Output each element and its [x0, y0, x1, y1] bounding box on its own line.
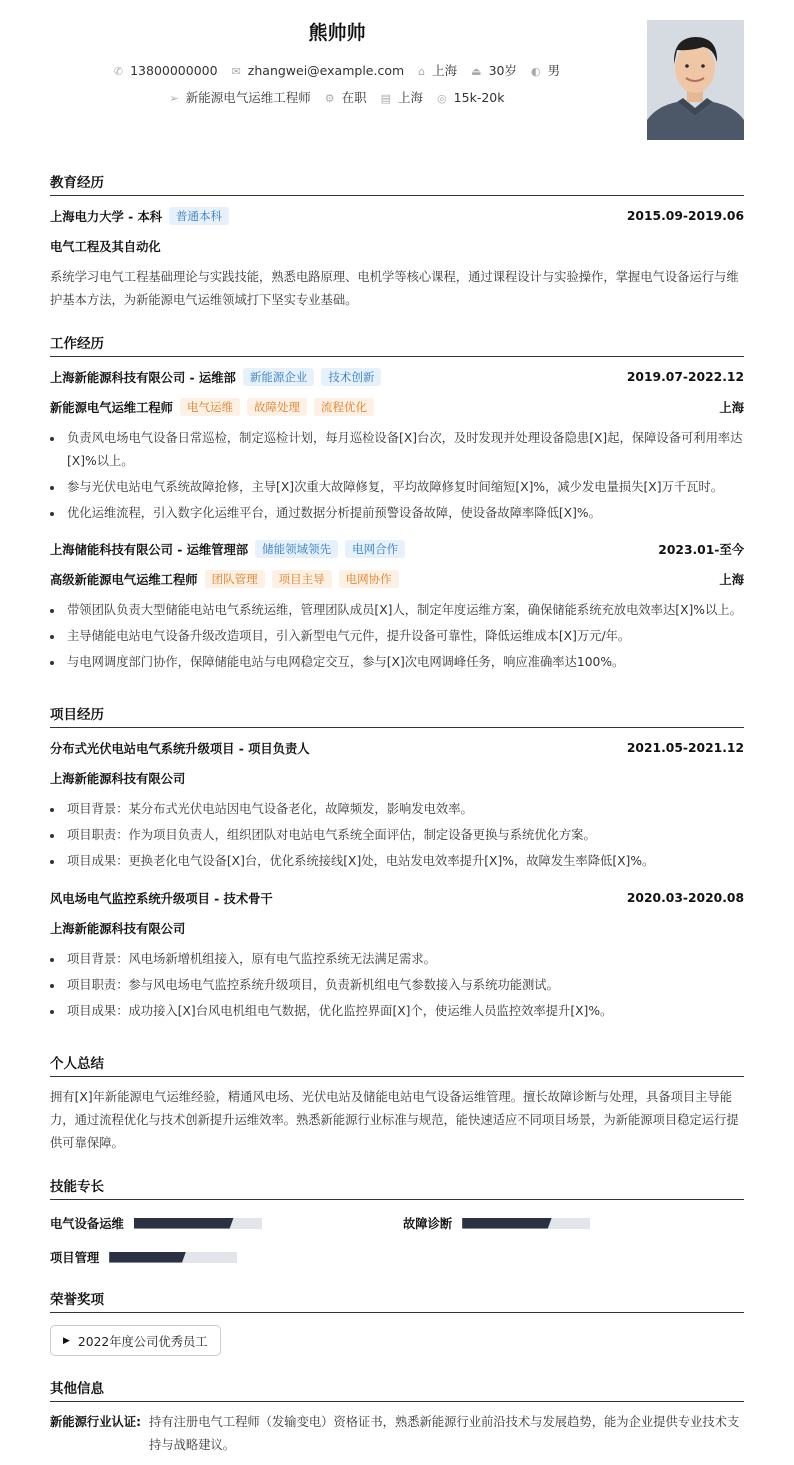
- caret-right-icon: ▶: [63, 1335, 70, 1346]
- job-city: 上海: [719, 573, 744, 587]
- position-tag: 流程优化: [314, 398, 374, 416]
- other-info-row: [50, 1411, 744, 1457]
- home-icon: ⌂: [418, 65, 426, 78]
- project-company: 上海新能源科技有限公司: [50, 772, 186, 786]
- major-name: 电气工程及其自动化: [50, 240, 161, 254]
- status-item: ⚙ 在职: [324, 90, 367, 105]
- status-icon: ⚙: [324, 92, 335, 105]
- other-info-label: 新能源行业认证:: [50, 1415, 141, 1429]
- school-tag: 普通本科: [169, 207, 229, 225]
- project-period: 2021.05-2021.12: [626, 741, 744, 755]
- avatar-photo: [647, 20, 744, 140]
- position-tag: 电气运维: [180, 398, 240, 416]
- location-item: ⌂ 上海: [418, 63, 458, 78]
- project-header-row: [50, 889, 744, 907]
- job-company-row: [50, 540, 744, 558]
- send-icon: ➢: [169, 92, 179, 105]
- job-company-row: [50, 368, 744, 386]
- section-title-projects: 项目经历: [50, 703, 744, 728]
- job-position-row: [50, 570, 744, 588]
- education-description: 系统学习电气工程基础理论与实践技能，熟悉电路原理、电机学等核心课程，通过课程设计与实验操作，掌握电气设备运行与维护基本方法，为新能源电气运维领域打下坚实专业基础。: [50, 270, 739, 307]
- position-name: 高级新能源电气运维工程师: [50, 573, 198, 587]
- project-company-row: [50, 919, 744, 937]
- gender-item: ◐ 男: [530, 63, 561, 78]
- job-bullet: 参与光伏电站电气系统故障抢修，主导[X]次重大故障修复，平均故障修复时间缩短[X]%，减少发电量损失[X]万千瓦时。: [50, 476, 744, 499]
- position-tag: 电网协作: [339, 570, 399, 588]
- skill-level-bar: [109, 1252, 237, 1263]
- section-title-skills: 技能专长: [50, 1175, 744, 1200]
- project-bullet: 项目背景：某分布式光伏电站因电气设备老化，故障频发，影响发电效率。: [50, 798, 744, 821]
- company-tag: 电网合作: [345, 540, 405, 558]
- email-item: ✉ zhangwei@example.com: [231, 63, 405, 78]
- project-bullet: 项目职责：作为项目负责人，组织团队对电站电气系统全面评估，制定设备更换与系统优化方案。: [50, 824, 744, 847]
- skill-name: 故障诊断: [403, 1217, 453, 1231]
- skill-level-bar: [134, 1218, 262, 1229]
- contact-row: [0, 61, 674, 79]
- job-bullet: 优化运维流程，引入数字化运维平台，通过数据分析提前预警设备故障，使设备故障率降低[X]%。: [50, 502, 744, 525]
- salary-item: ◎ 15k-20k: [437, 90, 505, 105]
- job-intent-row: [0, 88, 674, 106]
- skill-item: [50, 1248, 237, 1266]
- job-position-row: [50, 398, 744, 416]
- company-tag: 新能源企业: [243, 368, 315, 386]
- project-name: 风电场电气监控系统升级项目 - 技术骨干: [50, 892, 273, 906]
- skill-name: 项目管理: [50, 1251, 100, 1265]
- project-header-row: [50, 739, 744, 757]
- education-major-row: [50, 237, 744, 255]
- position-tag: 项目主导: [272, 570, 332, 588]
- project-bullet: 项目背景：风电场新增机组接入，原有电气监控系统无法满足需求。: [50, 948, 744, 971]
- job-bullet: 主导储能电站电气设备升级改造项目，引入新型电气元件，提升设备可靠性，降低运维成本[X]万元/年。: [50, 625, 744, 648]
- skill-item: [403, 1214, 590, 1232]
- project-period: 2020.03-2020.08: [626, 891, 744, 905]
- skill-level-bar: [462, 1218, 590, 1229]
- project-name: 分布式光伏电站电气系统升级项目 - 项目负责人: [50, 742, 310, 756]
- job-period: 2023.01-至今: [658, 543, 744, 557]
- candidate-name: 熊帅帅: [308, 22, 366, 44]
- award-item[interactable]: [50, 1325, 221, 1356]
- company-name: 上海新能源科技有限公司 - 运维部: [50, 371, 236, 385]
- summary-text: 拥有[X]年新能源电气运维经验，精通风电场、光伏电站及储能电站电气设备运维管理。擅长故障诊断与处理，具备项目主导能力，通过流程优化与技术创新提升运维效率。熟悉新能源行业标准与规范，能快速适应不同项目场景，为新能源项目稳定运行提供可靠保障。: [50, 1090, 739, 1150]
- project-company-row: [50, 769, 744, 787]
- other-info-text: 持有注册电气工程师（发输变电）资格证书，熟悉新能源行业前沿技术与发展趋势，能为企业提供专业技术支持与战略建议。: [149, 1415, 740, 1452]
- age-item: ⏏ 30岁: [471, 63, 517, 78]
- resume-header: [0, 0, 794, 160]
- job-bullet: 与电网调度部门协作，保障储能电站与电网稳定交互，参与[X]次电网调峰任务，响应准确率达100%。: [50, 651, 744, 674]
- award-label: 2022年度公司优秀员工: [77, 1334, 208, 1349]
- school-name: 上海电力大学 - 本科: [50, 210, 163, 224]
- section-title-summary: 个人总结: [50, 1052, 744, 1077]
- phone-icon: ✆: [113, 65, 124, 78]
- project-bullet: 项目职责：参与风电场电气监控系统升级项目，负责新机组电气参数接入与系统功能测试。: [50, 974, 744, 997]
- project-bullet: 项目成果：更换老化电气设备[X]台，优化系统接线[X]处，电站发电效率提升[X]%，故障发生率降低[X]%。: [50, 850, 744, 873]
- target-position-item: ➢ 新能源电气运维工程师: [169, 90, 311, 105]
- education-header-row: [50, 207, 744, 225]
- project-company: 上海新能源科技有限公司: [50, 922, 186, 936]
- section-title-education: 教育经历: [50, 171, 744, 196]
- salary-icon: ◎: [437, 92, 447, 105]
- company-name: 上海储能科技有限公司 - 运维管理部: [50, 543, 249, 557]
- job-period: 2019.07-2022.12: [626, 370, 744, 384]
- company-tag: 储能领域领先: [255, 540, 338, 558]
- job-city: 上海: [719, 401, 744, 415]
- age-icon: ⏏: [471, 65, 482, 78]
- section-title-other: 其他信息: [50, 1377, 744, 1402]
- section-title-awards: 荣誉奖项: [50, 1288, 744, 1313]
- phone-item: ✆ 13800000000: [113, 63, 218, 78]
- position-tag: 团队管理: [205, 570, 265, 588]
- job-bullet: 负责风电场电气设备日常巡检，制定巡检计划，每月巡检设备[X]台次，及时发现并处理设备隐患[X]起，保障设备可利用率达[X]%以上。: [50, 427, 744, 473]
- skill-item: [50, 1214, 262, 1232]
- section-title-work: 工作经历: [50, 332, 744, 357]
- portrait-image: [647, 20, 744, 140]
- project-bullet: 项目成果：成功接入[X]台风电机组电气数据，优化监控界面[X]个，使运维人员监控效率提升[X]%。: [50, 1000, 744, 1023]
- target-city-item: ▤ 上海: [380, 90, 424, 105]
- building-icon: ▤: [380, 92, 392, 105]
- job-bullet: 带领团队负责大型储能电站电气系统运维，管理团队成员[X]人，制定年度运维方案，确保储能系统充放电效率达[X]%以上。: [50, 599, 744, 622]
- mail-icon: ✉: [231, 65, 241, 78]
- gender-icon: ◐: [530, 65, 541, 78]
- skill-name: 电气设备运维: [50, 1217, 124, 1231]
- company-tag: 技术创新: [321, 368, 381, 386]
- position-tag: 故障处理: [247, 398, 307, 416]
- position-name: 新能源电气运维工程师: [50, 401, 173, 415]
- education-period: 2015.09-2019.06: [626, 209, 744, 223]
